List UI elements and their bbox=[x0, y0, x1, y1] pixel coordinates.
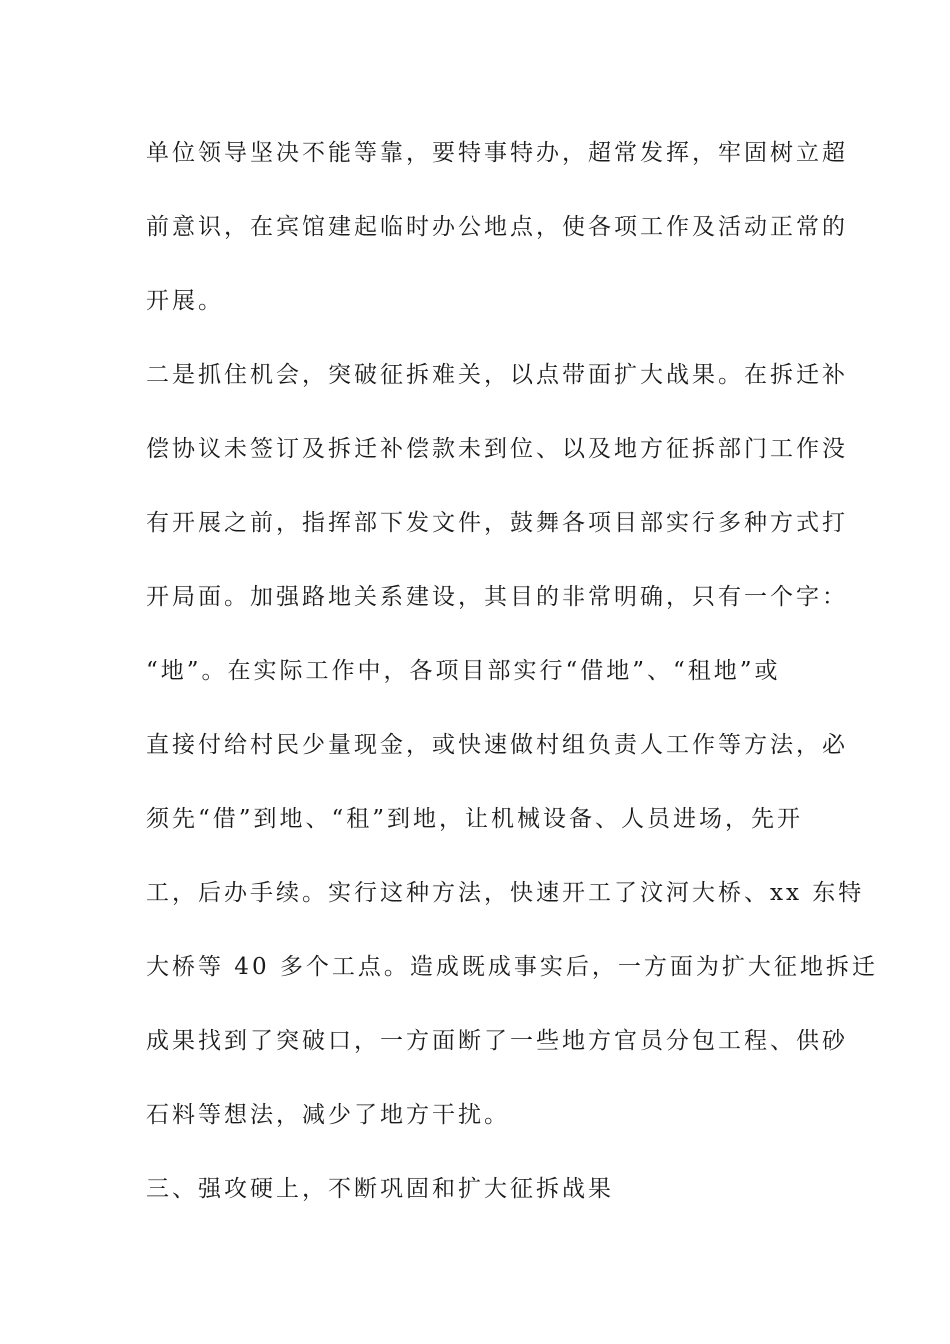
text-line: 大桥等 40 多个工点。造成既成事实后，一方面为扩大征地拆迁 bbox=[146, 954, 878, 980]
text-line: 偿协议未签订及拆迁补偿款未到位、以及地方征拆部门工作没 bbox=[146, 436, 848, 462]
text-line: 须先“借”到地、“租”到地，让机械设备、人员进场，先开 bbox=[146, 806, 804, 832]
text-line: 前意识，在宾馆建起临时办公地点，使各项工作及活动正常的 bbox=[146, 214, 848, 240]
text-line: 石料等想法，减少了地方干扰。 bbox=[146, 1102, 510, 1128]
text-line: 开展。 bbox=[146, 288, 224, 314]
text-line: 二是抓住机会，突破征拆难关，以点带面扩大战果。在拆迁补 bbox=[146, 362, 848, 388]
text-line: 开局面。加强路地关系建设，其目的非常明确，只有一个字： bbox=[146, 584, 848, 610]
text-line: 有开展之前，指挥部下发文件，鼓舞各项目部实行多种方式打 bbox=[146, 510, 848, 536]
text-line: 直接付给村民少量现金，或快速做村组负责人工作等方法，必 bbox=[146, 732, 848, 758]
text-line: “地”。在实际工作中，各项目部实行“借地”、“租地”或 bbox=[146, 658, 781, 684]
section-heading: 三、强攻硬上，不断巩固和扩大征拆战果 bbox=[146, 1176, 614, 1202]
text-line: 成果找到了突破口，一方面断了一些地方官员分包工程、供砂 bbox=[146, 1028, 848, 1054]
document-body bbox=[146, 131, 878, 1241]
text-line: 单位领导坚决不能等靠，要特事特办，超常发挥，牢固树立超 bbox=[146, 140, 848, 166]
text-line: 工，后办手续。实行这种方法，快速开工了汶河大桥、xx 东特 bbox=[146, 880, 865, 906]
